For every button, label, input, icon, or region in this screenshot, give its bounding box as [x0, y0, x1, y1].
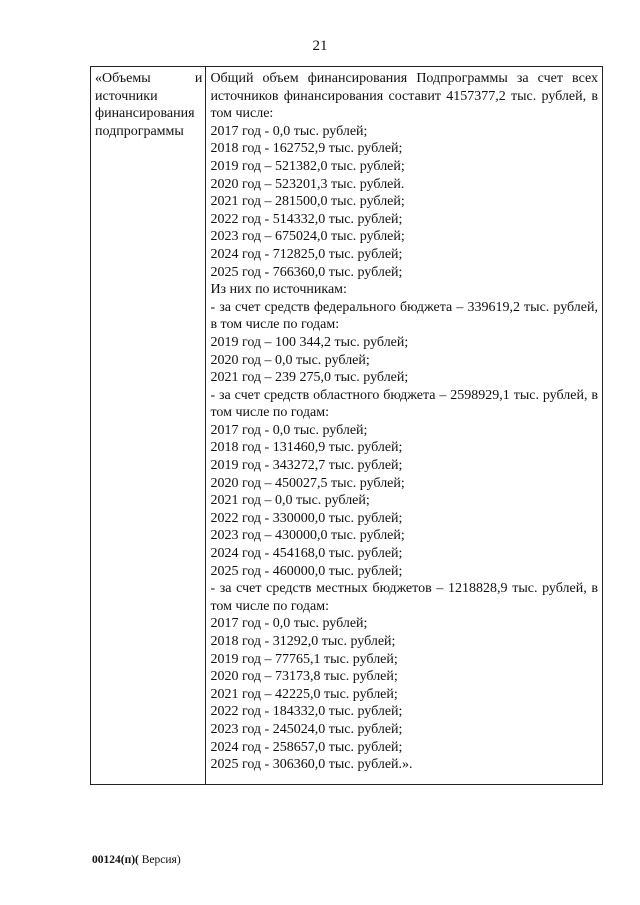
total-year-line: 2023 год – 675024,0 тыс. рублей; [210, 229, 405, 245]
local-year-line: 2022 год - 184332,0 тыс. рублей; [210, 704, 403, 720]
intro-paragraph: Общий объем финансирования Подпрограммы за счет всех источников финансирования составит 4157377,2 тыс. рублей, в том числе: [210, 71, 598, 122]
left-cell-label: «Объемы и источники финансирования подпрограммы [91, 67, 206, 785]
footer-code: 00124(п)( [92, 854, 139, 866]
regional-year-line: 2023 год – 430000,0 тыс. рублей; [210, 528, 405, 544]
regional-year-line: 2020 год – 450027,5 тыс. рублей; [210, 475, 405, 491]
local-budget-intro: - за счет средств местных бюджетов – 1218828,9 тыс. рублей, в том числе по годам: [210, 581, 598, 614]
regional-year-line: 2017 год - 0,0 тыс. рублей; [210, 422, 368, 438]
total-year-line: 2022 год - 514332,0 тыс. рублей; [210, 211, 403, 227]
page-number: 21 [312, 38, 328, 54]
total-year-line: 2025 год - 766360,0 тыс. рублей; [210, 264, 403, 280]
footer-version: Версия) [138, 854, 181, 866]
regional-year-line: 2025 год - 460000,0 тыс. рублей; [210, 563, 403, 579]
local-year-line: 2023 год - 245024,0 тыс. рублей; [210, 721, 403, 737]
local-year-line: 2018 год - 31292,0 тыс. рублей; [210, 634, 396, 649]
total-year-line: 2018 год - 162752,9 тыс. рублей; [210, 141, 403, 157]
local-year-line: 2024 год - 258657,0 тыс. рублей; [210, 739, 403, 755]
regional-budget-intro: - за счет средств областного бюджета – 2598929,1 тыс. рублей, в том числе по годам: [210, 387, 598, 421]
total-year-line: 2017 год - 0,0 тыс. рублей; [210, 123, 368, 139]
total-year-line: 2019 год – 521382,0 тыс. рублей; [210, 158, 405, 174]
federal-budget-intro: - за счет средств федерального бюджета – 339619,2 тыс. рублей, в том числе по годам: [210, 299, 598, 333]
local-year-line: 2019 год – 77765,1 тыс. рублей; [210, 651, 398, 667]
local-year-line: 2020 год – 73173,8 тыс. рублей; [210, 669, 398, 685]
local-year-line: 2017 год - 0,0 тыс. рублей; [210, 616, 368, 632]
financing-table [90, 66, 603, 785]
federal-year-line: 2019 год – 100 344,2 тыс. рублей; [210, 334, 409, 350]
local-year-line: 2025 год - 306360,0 тыс. рублей.». [210, 757, 413, 773]
total-year-line: 2024 год - 712825,0 тыс. рублей; [210, 246, 403, 262]
regional-year-line: 2019 год - 343272,7 тыс. рублей; [210, 458, 403, 474]
federal-year-line: 2020 год – 0,0 тыс. рублей; [210, 352, 370, 368]
sources-heading: Из них по источникам: [210, 282, 347, 298]
total-year-line: 2020 год – 523201,3 тыс. рублей. [210, 176, 405, 192]
federal-year-line: 2021 год – 239 275,0 тыс. рублей; [210, 370, 409, 386]
right-cell-content [206, 67, 603, 785]
regional-year-line: 2024 год - 454168,0 тыс. рублей; [210, 546, 403, 562]
local-year-line: 2021 год – 42225,0 тыс. рублей; [210, 686, 398, 702]
regional-year-line: 2018 год - 131460,9 тыс. рублей; [210, 440, 403, 456]
regional-year-line: 2021 год – 0,0 тыс. рублей; [210, 493, 370, 509]
document-footer-code [92, 854, 181, 866]
regional-year-line: 2022 год - 330000,0 тыс. рублей; [210, 510, 403, 526]
total-year-line: 2021 год – 281500,0 тыс. рублей; [210, 194, 405, 210]
table-row [91, 67, 603, 785]
